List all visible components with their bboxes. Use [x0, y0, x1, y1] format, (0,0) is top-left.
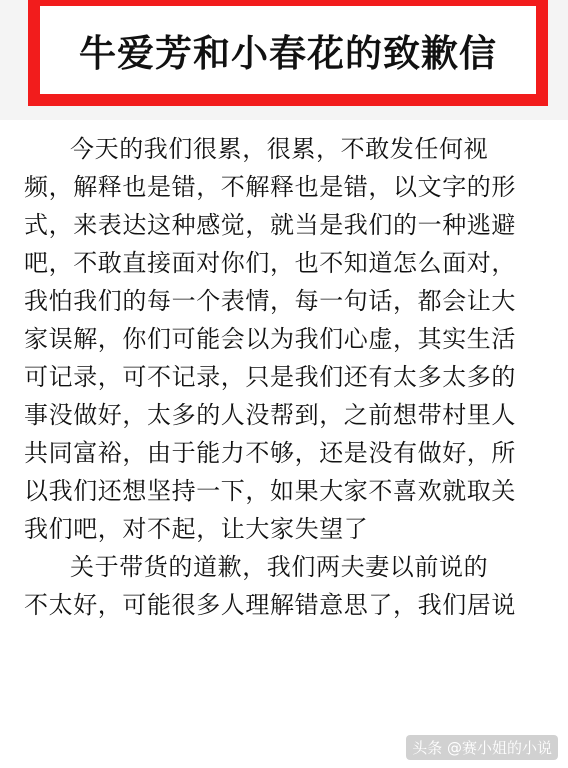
paragraph-1-line-8: 事没做好，太多的人没帮到，之前想带村里人 — [24, 401, 516, 429]
title-frame — [28, 0, 548, 106]
paragraph-1-line-5: 我怕我们的每一个表情，每一句话，都会让大 — [24, 287, 516, 315]
paragraph-1-line-3: 式，来表达这种感觉，就当是我们的一种逃避 — [24, 211, 516, 239]
paragraph-1-line-6: 家误解，你们可能会以为我们心虚，其实生活 — [24, 325, 516, 353]
source-watermark: 头条 @赛小姐的小说 — [406, 735, 558, 760]
paragraph-1-line-10: 以我们还想坚持一下，如果大家不喜欢就取关 — [24, 477, 516, 505]
paragraph-2-line-2: 不太好，可能很多人理解错意思了，我们居说 — [24, 591, 516, 619]
letter-body — [24, 130, 554, 624]
paragraph-1-line-7: 可记录，可不记录，只是我们还有太多太多的 — [24, 363, 516, 391]
paragraph-1-line-9: 共同富裕，由于能力不够，还是没有做好，所 — [24, 439, 516, 467]
paragraph-1-line-11: 我们吧，对不起，让大家失望了 — [24, 515, 369, 543]
document-title: 牛爱芳和小春花的致歉信 — [79, 32, 497, 75]
paragraph-1-line-1: 今天的我们很累，很累，不敢发任何视 — [70, 135, 489, 163]
paragraph-1-line-4: 吧，不敢直接面对你们，也不知道怎么面对， — [24, 249, 516, 277]
paragraph-2-line-1: 关于带货的道歉，我们两夫妻以前说的 — [70, 553, 489, 581]
paragraph-1-line-2: 频，解释也是错，不解释也是错，以文字的形 — [24, 173, 516, 201]
